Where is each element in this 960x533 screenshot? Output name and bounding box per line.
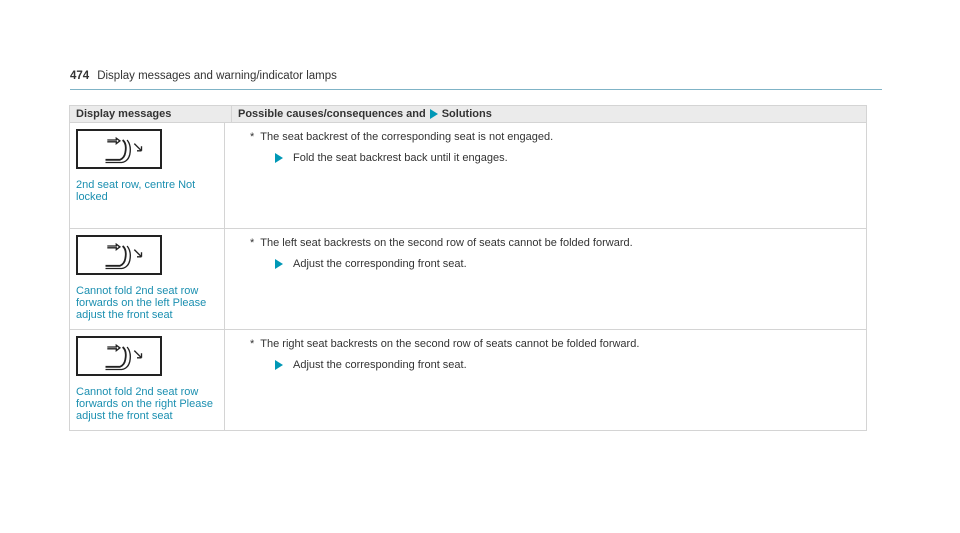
message-cell [70, 330, 225, 430]
solution-step: Adjust the corresponding front seat. [250, 358, 866, 372]
table-row [70, 123, 866, 229]
table-header-row [70, 106, 866, 123]
cause-text: * The right seat backrests on the second row of seats cannot be folded forward. [250, 338, 640, 350]
display-message-text: Cannot fold 2nd seat row forwards on the right Please adjust the front seat [76, 386, 213, 422]
section-title: Display messages and warning/indicator lamps [97, 70, 337, 82]
arrow-right-icon [275, 153, 283, 163]
column-header-causes: Possible causes/consequences and [238, 108, 426, 120]
page-number: 474 [70, 70, 90, 82]
seat-backrest-icon [76, 235, 162, 275]
arrow-right-icon [275, 360, 283, 370]
cause-text: * The seat backrest of the corresponding seat is not engaged. [250, 131, 554, 143]
solution-step: Adjust the corresponding front seat. [250, 257, 866, 271]
message-cell [70, 123, 225, 228]
solution-step: Fold the seat backrest back until it engages. [250, 151, 866, 165]
page-header [70, 70, 882, 90]
table-row [70, 229, 866, 330]
arrow-right-icon [275, 259, 283, 269]
column-header-causes-solutions [232, 106, 866, 122]
causes-cell [225, 330, 866, 430]
display-message-text: Cannot fold 2nd seat row forwards on the left Please adjust the front seat [76, 285, 207, 321]
column-header-solutions: Solutions [441, 108, 492, 120]
causes-cell [225, 123, 866, 228]
cause-text: * The left seat backrests on the second row of seats cannot be folded forward. [250, 237, 633, 249]
display-message-text: 2nd seat row, centre Not locked [76, 179, 196, 203]
seat-backrest-icon [76, 129, 162, 169]
column-header-display-messages: Display messages [70, 106, 232, 122]
seat-backrest-icon [76, 336, 162, 376]
causes-cell [225, 229, 866, 329]
message-cell [70, 229, 225, 329]
table-row [70, 330, 866, 430]
display-messages-table [69, 105, 867, 431]
arrow-right-icon [430, 109, 438, 119]
